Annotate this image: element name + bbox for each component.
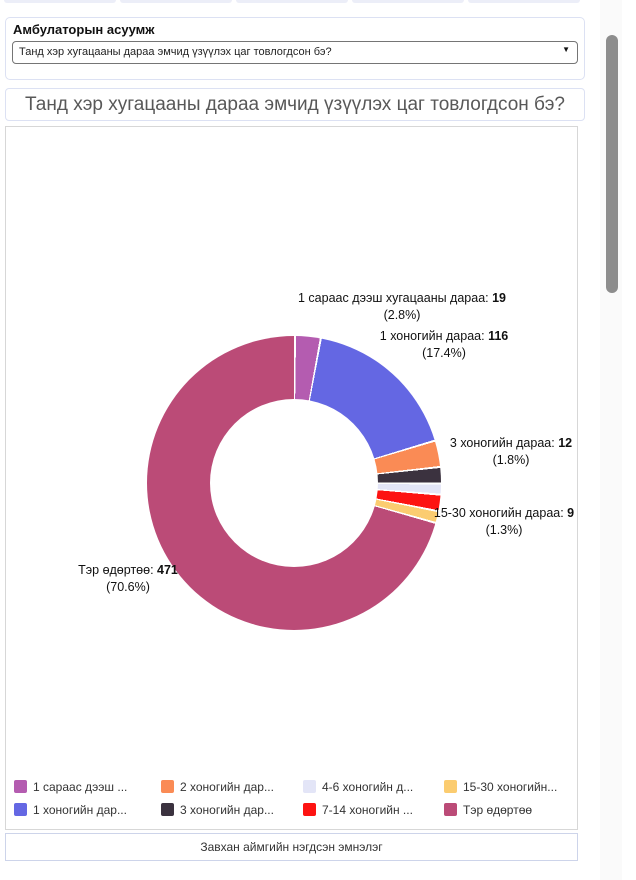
slice-callout: 15-30 хоногийн дараа: 9 (1.3%) [433, 506, 575, 537]
filter-label: Амбулаторын асуумж [13, 22, 155, 37]
legend-item[interactable] [444, 780, 557, 794]
slice-callout: Тэр өдөртөө: 471 (70.6%) [78, 563, 178, 594]
scrollbar-track[interactable] [600, 0, 622, 880]
legend-label: Тэр өдөртөө [463, 802, 533, 817]
slice-callout: 1 хоногийн дараа: 116 (17.4%) [379, 329, 509, 360]
top-tab-remnant[interactable] [468, 0, 580, 3]
top-tab-remnant[interactable] [236, 0, 348, 3]
legend-item[interactable] [303, 803, 444, 817]
legend-item[interactable] [14, 780, 161, 794]
legend-item[interactable] [444, 803, 557, 817]
legend-label: 4-6 хоногийн д... [322, 779, 414, 794]
legend-label: 2 хоногийн дар... [180, 779, 274, 794]
legend-swatch-icon [444, 780, 457, 793]
legend-swatch-icon [303, 780, 316, 793]
slice-callout: 3 хоногийн дараа: 12 (1.8%) [449, 436, 573, 467]
top-tab-remnant[interactable] [4, 0, 116, 3]
legend-label: 15-30 хоногийн... [463, 779, 558, 794]
footer-bar [5, 833, 578, 861]
chart-title-card [5, 88, 585, 121]
legend-item[interactable] [161, 780, 303, 794]
filter-card [5, 17, 585, 80]
donut-hole [210, 399, 378, 567]
question-select[interactable]: Танд хэр хугацааны дараа эмчид үзүүлэх цаг товлогдсон бэ? [12, 41, 578, 64]
legend-label: 1 хоногийн дар... [33, 802, 127, 817]
legend-swatch-icon [303, 803, 316, 816]
legend-item[interactable] [161, 803, 303, 817]
footer-text: Завхан аймгийн нэгдсэн эмнэлэг [200, 840, 383, 854]
legend-swatch-icon [14, 780, 27, 793]
legend-item[interactable] [14, 803, 161, 817]
top-tab-remnant[interactable] [352, 0, 464, 3]
legend-swatch-icon [161, 803, 174, 816]
chart-panel [5, 126, 578, 830]
legend-label: 3 хоногийн дар... [180, 802, 274, 817]
caret-down-icon: ▼ [562, 45, 570, 54]
legend-swatch-icon [444, 803, 457, 816]
top-tab-remnant[interactable] [120, 0, 232, 3]
chart-title: Танд хэр хугацааны дараа эмчид үзүүлэх цаг товлогдсон бэ? [25, 94, 565, 115]
legend-swatch-icon [161, 780, 174, 793]
legend-label: 1 сараас дээш ... [33, 779, 128, 794]
donut-chart[interactable] [147, 336, 441, 630]
slice-callout: 1 сараас дээш хугацааны дараа: 19 (2.8%) [297, 291, 507, 322]
legend-label: 7-14 хоногийн ... [322, 802, 413, 817]
legend-item[interactable] [303, 780, 444, 794]
legend-swatch-icon [14, 803, 27, 816]
scrollbar-thumb[interactable] [606, 35, 618, 293]
chart-legend [14, 775, 557, 821]
